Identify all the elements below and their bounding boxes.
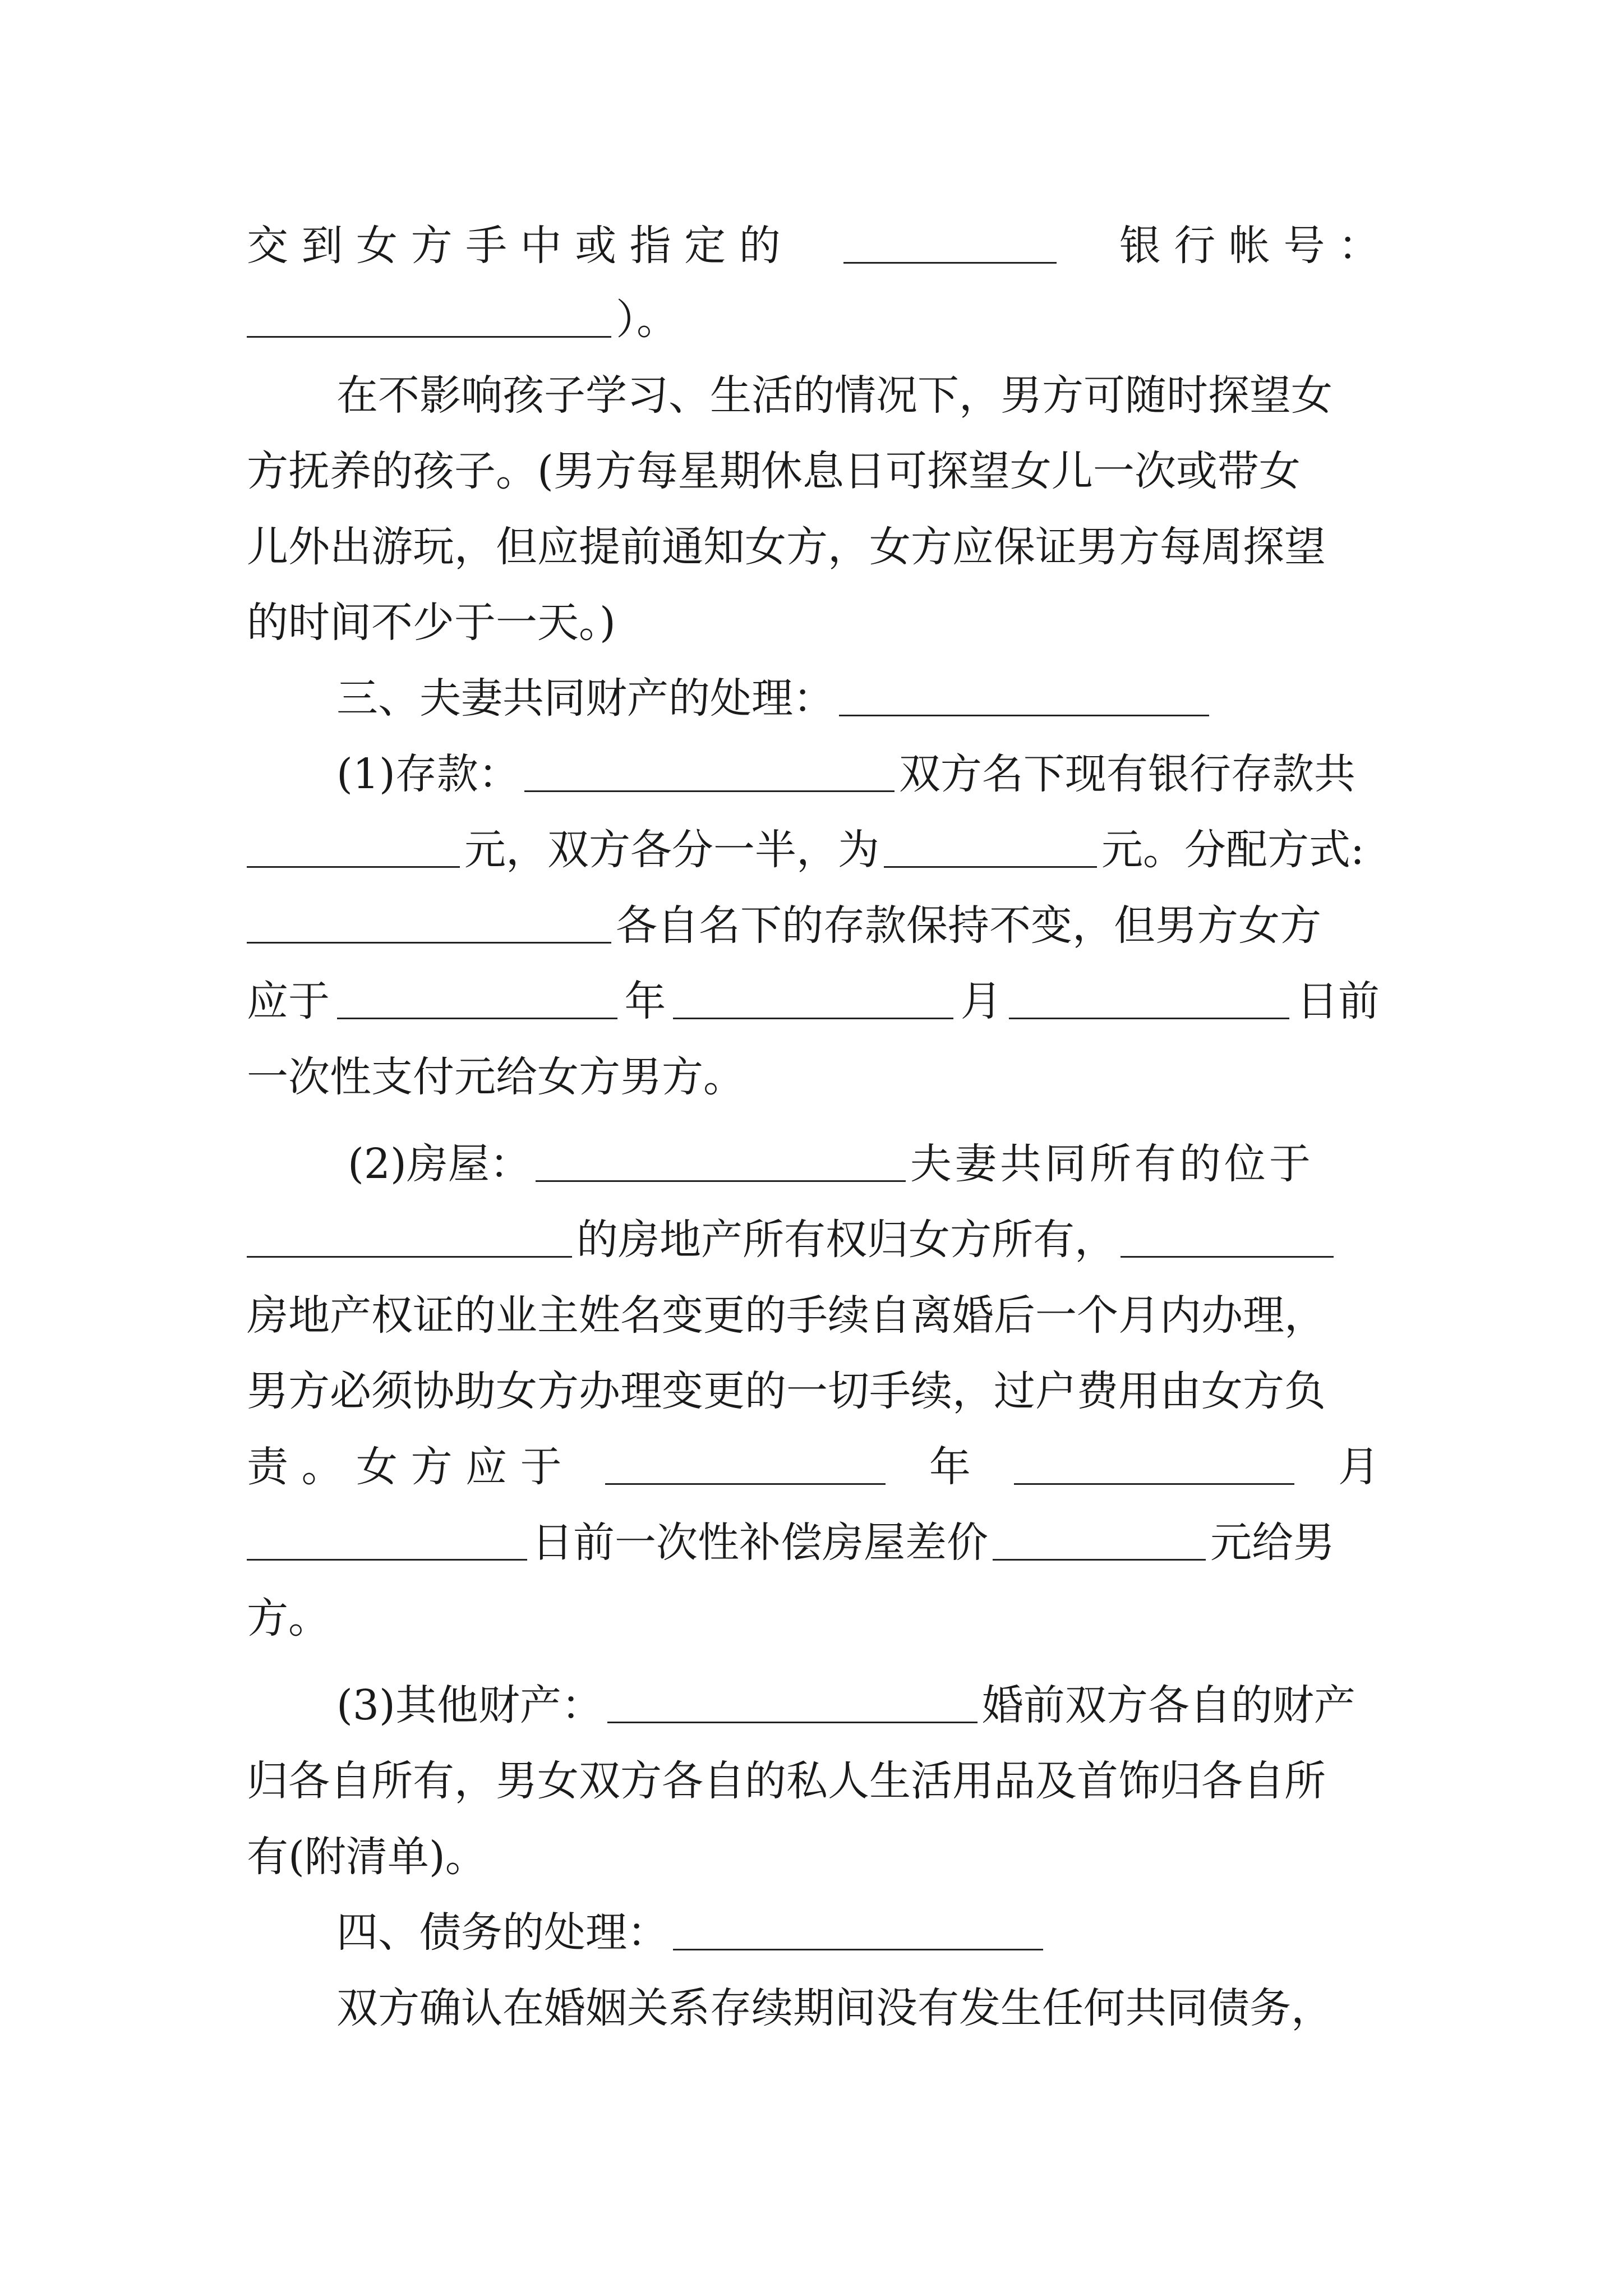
text-span: 年 <box>929 1443 971 1491</box>
blank-field[interactable] <box>993 1525 1206 1561</box>
text-span: (2)房屋： <box>348 1140 531 1188</box>
text-span: 在不影响孩子学习、生活的情况下，男方可随时探望女 <box>336 371 1332 420</box>
text-span: 双方确认在婚姻关系存续期间没有发生任何共同债务， <box>336 1984 1332 2032</box>
blank-field[interactable] <box>1121 1222 1334 1258</box>
text-span: 三、夫妻共同财产的处理： <box>336 674 834 723</box>
text-span: 银 行 帐 号 ： <box>1119 222 1380 270</box>
text-span: 房地产权证的业主姓名变更的手续自离婚后一个月内办理， <box>247 1291 1326 1340</box>
text-span: (3)其他财产： <box>336 1681 603 1729</box>
text-span: 双方名下现有银行存款共 <box>898 750 1355 798</box>
paragraph-line <box>336 1963 1380 2053</box>
text-span: ）。 <box>616 296 678 344</box>
blank-field[interactable] <box>1014 1450 1294 1485</box>
text-span: 一次性支付元给女方男方。 <box>247 1053 745 1101</box>
text-span: 日前一次性补偿房屋差价 <box>532 1519 988 1567</box>
text-span: 日前 <box>1296 977 1380 1025</box>
text-span: 元，双方各分一半，为 <box>464 826 879 874</box>
blank-field[interactable] <box>247 302 611 338</box>
blank-field[interactable] <box>843 228 1057 264</box>
text-span: 月 <box>960 977 1002 1025</box>
text-span: 夫妻共同所有的位于 <box>910 1140 1314 1188</box>
text-span: 交 到 女 方 手 中 或 指 定 的 <box>247 222 781 270</box>
text-span: 归各自所有，男女双方各自的私人生活用品及首饰归各自所 <box>247 1757 1326 1805</box>
text-span: 责 。 女 方 应 于 <box>247 1443 562 1491</box>
blank-field[interactable] <box>247 1222 572 1258</box>
text-span: 儿外出游玩，但应提前通知女方，女方应保证男方每周探望 <box>247 523 1326 571</box>
blank-field[interactable] <box>673 1915 1043 1950</box>
blank-field[interactable] <box>524 757 895 792</box>
blank-field[interactable] <box>247 832 460 868</box>
blank-field[interactable] <box>884 832 1097 868</box>
text-span: 男方必须协助女方办理变更的一切手续，过户费用由女方负 <box>247 1367 1326 1415</box>
blank-field[interactable] <box>605 1450 886 1485</box>
blank-field[interactable] <box>673 984 953 1019</box>
text-span: 年 <box>624 977 666 1025</box>
item-line <box>247 1032 1380 1122</box>
text-span: 的房地产所有权归女方所有， <box>577 1216 1116 1264</box>
blank-field[interactable] <box>337 984 617 1019</box>
text-span: 婚前双方各自的财产 <box>981 1681 1355 1729</box>
item-line <box>247 1573 1380 1663</box>
text-span: 元给男 <box>1210 1519 1335 1567</box>
text-span: 方抚养的孩子。(男方每星期休息日可探望女儿一次或带女 <box>247 447 1301 495</box>
text-span: 各自名下的存款保持不变，但男方女方 <box>616 901 1321 950</box>
text-span: 月 <box>1338 1443 1380 1491</box>
blank-field[interactable] <box>247 908 611 944</box>
blank-field[interactable] <box>536 1147 906 1182</box>
blank-field[interactable] <box>1009 984 1289 1019</box>
text-span: 四、债务的处理： <box>336 1908 668 1957</box>
blank-field[interactable] <box>607 1688 978 1723</box>
text-span: (1)存款： <box>336 750 520 798</box>
text-span: 应于 <box>247 977 330 1025</box>
text-span: 元。分配方式: <box>1101 826 1364 874</box>
blank-field[interactable] <box>247 1525 527 1561</box>
blank-field[interactable] <box>839 681 1209 716</box>
text-span: 的时间不少于一天。) <box>247 599 616 647</box>
text-span: 方。 <box>247 1594 330 1642</box>
text-span: 有(附清单)。 <box>247 1833 487 1881</box>
